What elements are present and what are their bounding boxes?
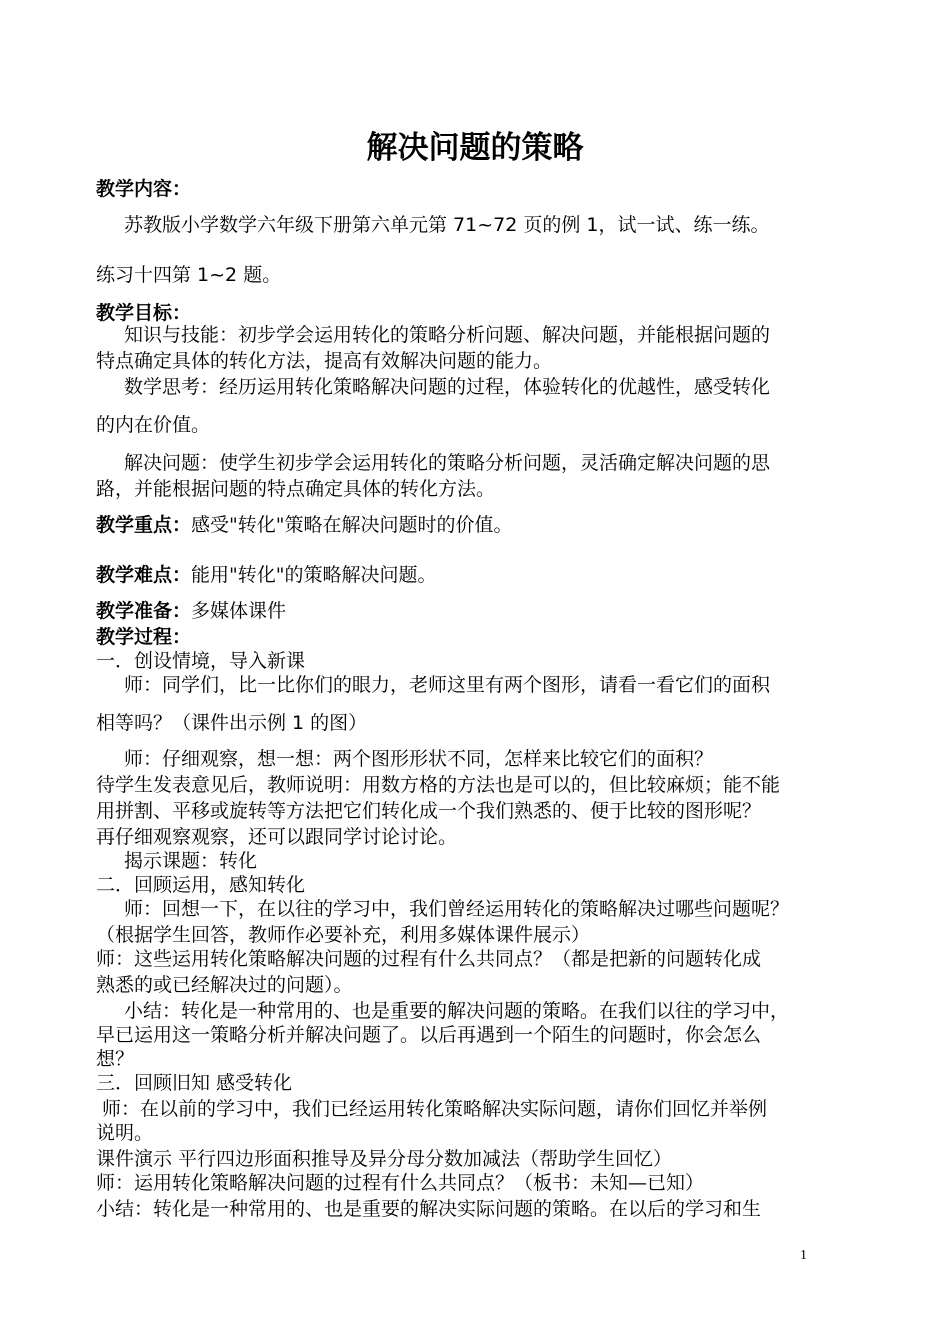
text-line	[124, 896, 789, 922]
text-line	[124, 848, 257, 874]
body-text: 师：运用转化策略解决问题的过程有什么共同点？（板书：未知—已知）	[96, 1172, 705, 1194]
number-text: 71~72	[453, 214, 518, 236]
number-text: 1~2	[197, 264, 238, 286]
body-text: 的图）	[304, 712, 368, 734]
body-text: 想？	[96, 1048, 135, 1070]
body-text: 能用"转化"的策略解决问题。	[191, 564, 437, 586]
text-line	[96, 648, 305, 674]
text-line	[96, 772, 780, 798]
body-text: 揭示课题：转化	[124, 850, 258, 872]
text-line	[96, 562, 437, 588]
body-text: 熟悉的或已经解决过的问题）。	[96, 974, 353, 996]
text-line	[96, 872, 305, 898]
text-line	[124, 450, 770, 476]
body-text: 师：这些运用转化策略解决问题的过程有什么共同点？（都是把新的问题转化成	[96, 948, 762, 970]
body-text: 一．创设情境，导入新课	[96, 650, 306, 672]
body-text: 二．回顾运用，感知转化	[96, 874, 306, 896]
text-line	[96, 972, 353, 998]
text-line	[102, 1096, 767, 1122]
text-line	[96, 1046, 134, 1072]
body-text: 师：仔细观察，想一想：两个图形形状不同，怎样来比较它们的面积？	[124, 748, 714, 770]
body-text: 师：在以前的学习中，我们已经运用转化策略解决实际问题，请你们回忆并举例	[102, 1098, 768, 1120]
body-text: 知识与技能：初步学会运用转化的策略分析问题、解决问题，并能根据问题的	[124, 324, 771, 346]
body-text: 的内在价值。	[96, 414, 211, 436]
text-line	[96, 262, 281, 288]
text-line	[96, 824, 457, 850]
body-text: 再仔细观察观察，还可以跟同学讨论讨论。	[96, 826, 458, 848]
body-text: 解决问题：使学生初步学会运用转化的策略分析问题，灵活确定解决问题的思	[124, 452, 771, 474]
text-line	[96, 946, 761, 972]
body-text: 小结：转化是一种常用的、也是重要的解决实际问题的策略。在以后的学习和生	[96, 1198, 762, 1220]
section-heading: 教学难点：	[96, 564, 192, 586]
body-text: 师：同学们，比一比你们的眼力，老师这里有两个图形，请看一看它们的面积	[124, 674, 771, 696]
body-text: 早已运用这一策略分析并解决问题了。以后再遇到一个陌生的问题时，你会怎么	[96, 1024, 762, 1046]
body-text: 师：回想一下，在以往的学习中，我们曾经运用转化的策略解决过哪些问题呢？	[124, 898, 790, 920]
text-line	[124, 672, 770, 698]
section-heading: 教学准备：	[96, 600, 192, 622]
text-line	[96, 1170, 704, 1196]
text-line	[96, 512, 513, 538]
body-text: 用拼割、平移或旋转等方法把它们转化成一个我们熟悉的、便于比较的图形呢？	[96, 800, 762, 822]
section-heading: 教学重点：	[96, 514, 192, 536]
text-line	[96, 476, 495, 502]
body-text: 数学思考：经历运用转化策略解决问题的过程，体验转化的优越性，感受转化	[124, 376, 771, 398]
number-text: 1	[586, 214, 599, 236]
text-line	[96, 922, 590, 948]
text-line	[124, 212, 770, 238]
text-line	[96, 1022, 761, 1048]
body-text: 相等吗？（课件出示例	[96, 712, 293, 734]
text-line	[124, 998, 789, 1024]
document-title: 解决问题的策略	[366, 130, 584, 166]
body-text: 小结：转化是一种常用的、也是重要的解决问题的策略。在我们以往的学习中，	[124, 1000, 790, 1022]
text-line	[96, 710, 367, 736]
body-text: 多媒体课件	[191, 600, 287, 622]
section-heading: 教学内容：	[96, 178, 192, 200]
body-text: 苏教版小学数学六年级下册第六单元第	[124, 214, 454, 236]
body-text: 练习十四第	[96, 264, 198, 286]
text-line	[96, 798, 761, 824]
text-line	[96, 1196, 761, 1222]
text-line	[124, 322, 770, 348]
text-line	[96, 624, 191, 650]
body-text: 题。	[237, 264, 282, 286]
body-text: 路，并能根据问题的特点确定具体的转化方法。	[96, 478, 496, 500]
body-text: 待学生发表意见后，教师说明：用数方格的方法也是可以的，但比较麻烦；能不能	[96, 774, 781, 796]
text-line	[124, 374, 770, 400]
text-line	[96, 176, 191, 202]
page-number: 1	[800, 1248, 807, 1263]
body-text: 三．回顾旧知 感受转化	[96, 1072, 293, 1094]
body-text: 特点确定具体的转化方法，提高有效解决问题的能力。	[96, 350, 553, 372]
text-line	[124, 746, 713, 772]
body-text: 感受"转化"策略在解决问题时的价值。	[191, 514, 513, 536]
section-heading: 教学过程：	[96, 626, 192, 648]
text-line	[96, 412, 210, 438]
section-heading: 教学目标：	[96, 302, 192, 324]
body-text: 课件演示 平行四边形面积推导及异分母分数加减法（帮助学生回忆）	[96, 1148, 673, 1170]
body-text: 页的例	[517, 214, 587, 236]
text-line	[96, 1120, 153, 1146]
text-line	[96, 1070, 292, 1096]
body-text: 说明。	[96, 1122, 154, 1144]
text-line	[96, 348, 552, 374]
number-text: 1	[292, 712, 305, 734]
body-text: （根据学生回答，教师作必要补充，利用多媒体课件展示）	[96, 924, 591, 946]
text-line	[96, 598, 286, 624]
text-line	[96, 1146, 672, 1172]
body-text: ，试一试、练一练。	[598, 214, 770, 236]
